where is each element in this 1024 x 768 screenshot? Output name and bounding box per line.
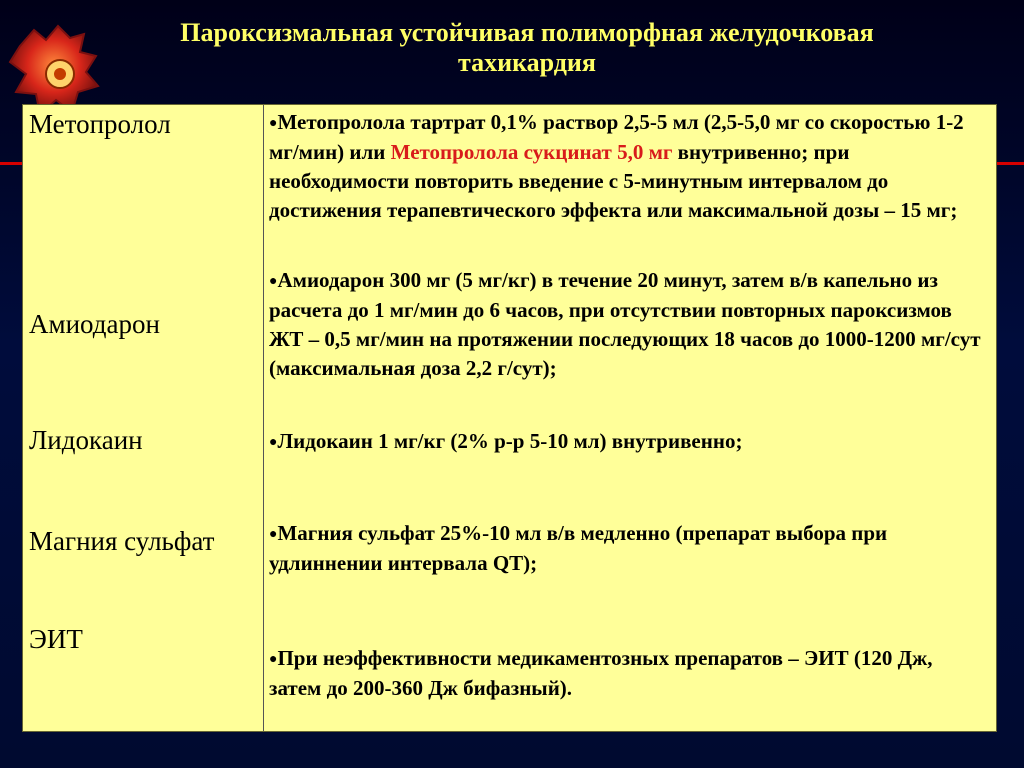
drug-name-metoprolol: Метопролол xyxy=(29,109,171,139)
dosage-amiodarone xyxy=(269,266,989,383)
bullet-icon: ● xyxy=(269,435,278,450)
dosage-metoprolol-highlight: Метопролола сукцинат 5,0 мг xyxy=(390,140,673,164)
dosage-lidocaine-text: Лидокаин 1 мг/кг (2% р-р 5-10 мл) внутривенно; xyxy=(277,429,743,453)
bullet-icon: ● xyxy=(269,274,278,289)
slide-title-line2: тахикардия xyxy=(458,48,596,77)
slide-title xyxy=(110,18,944,78)
dosage-eit-text: При неэффективности медикаментозных препаратов – ЭИТ (120 Дж, затем до 200-360 Дж бифазный). xyxy=(269,646,933,700)
drug-name-lidocaine: Лидокаин xyxy=(29,425,143,455)
dosage-lidocaine xyxy=(269,427,989,457)
drug-name-amiodarone: Амиодарон xyxy=(29,309,160,339)
dosage-metoprolol-text1: Метопролола тартрат 0,1% раствор 2,5-5 мл (2,5-5,0 мг со скоростью 1-2 мг/мин) или xyxy=(269,110,964,164)
column-divider xyxy=(263,105,264,731)
bullet-icon: ● xyxy=(269,652,278,667)
dosage-metoprolol-text2: внутривенно; при необходимости повторить введение с 5-минутным интервалом до достижения терапевтического эффекта или максимальной дозы – 15 мг; xyxy=(269,140,958,222)
bullet-icon: ● xyxy=(269,527,278,542)
drug-name-magnesium: Магния сульфат xyxy=(29,526,215,556)
dosage-metoprolol xyxy=(269,108,989,225)
slide-title-line1: Пароксизмальная устойчивая полиморфная желудочковая xyxy=(180,18,874,47)
drug-table xyxy=(22,104,997,732)
dosage-eit xyxy=(269,644,989,703)
bullet-icon: ● xyxy=(269,116,278,131)
dosage-amiodarone-text: Амиодарон 300 мг (5 мг/кг) в течение 20 минут, затем в/в капельно из расчета до 1 мг/мин до 6 часов, при отсутствии повторных пароксизмов ЖТ – 0,5 мг/мин на протяжении последующих 18 часов до 1000-1200 мг/сут (максимальная доза 2,2 г/сут); xyxy=(269,268,981,380)
drug-name-eit: ЭИТ xyxy=(29,624,83,654)
dosage-magnesium xyxy=(269,519,989,578)
dosage-magnesium-text: Магния сульфат 25%-10 мл в/в медленно (препарат выбора при удлиннении интервала QT); xyxy=(269,521,888,575)
